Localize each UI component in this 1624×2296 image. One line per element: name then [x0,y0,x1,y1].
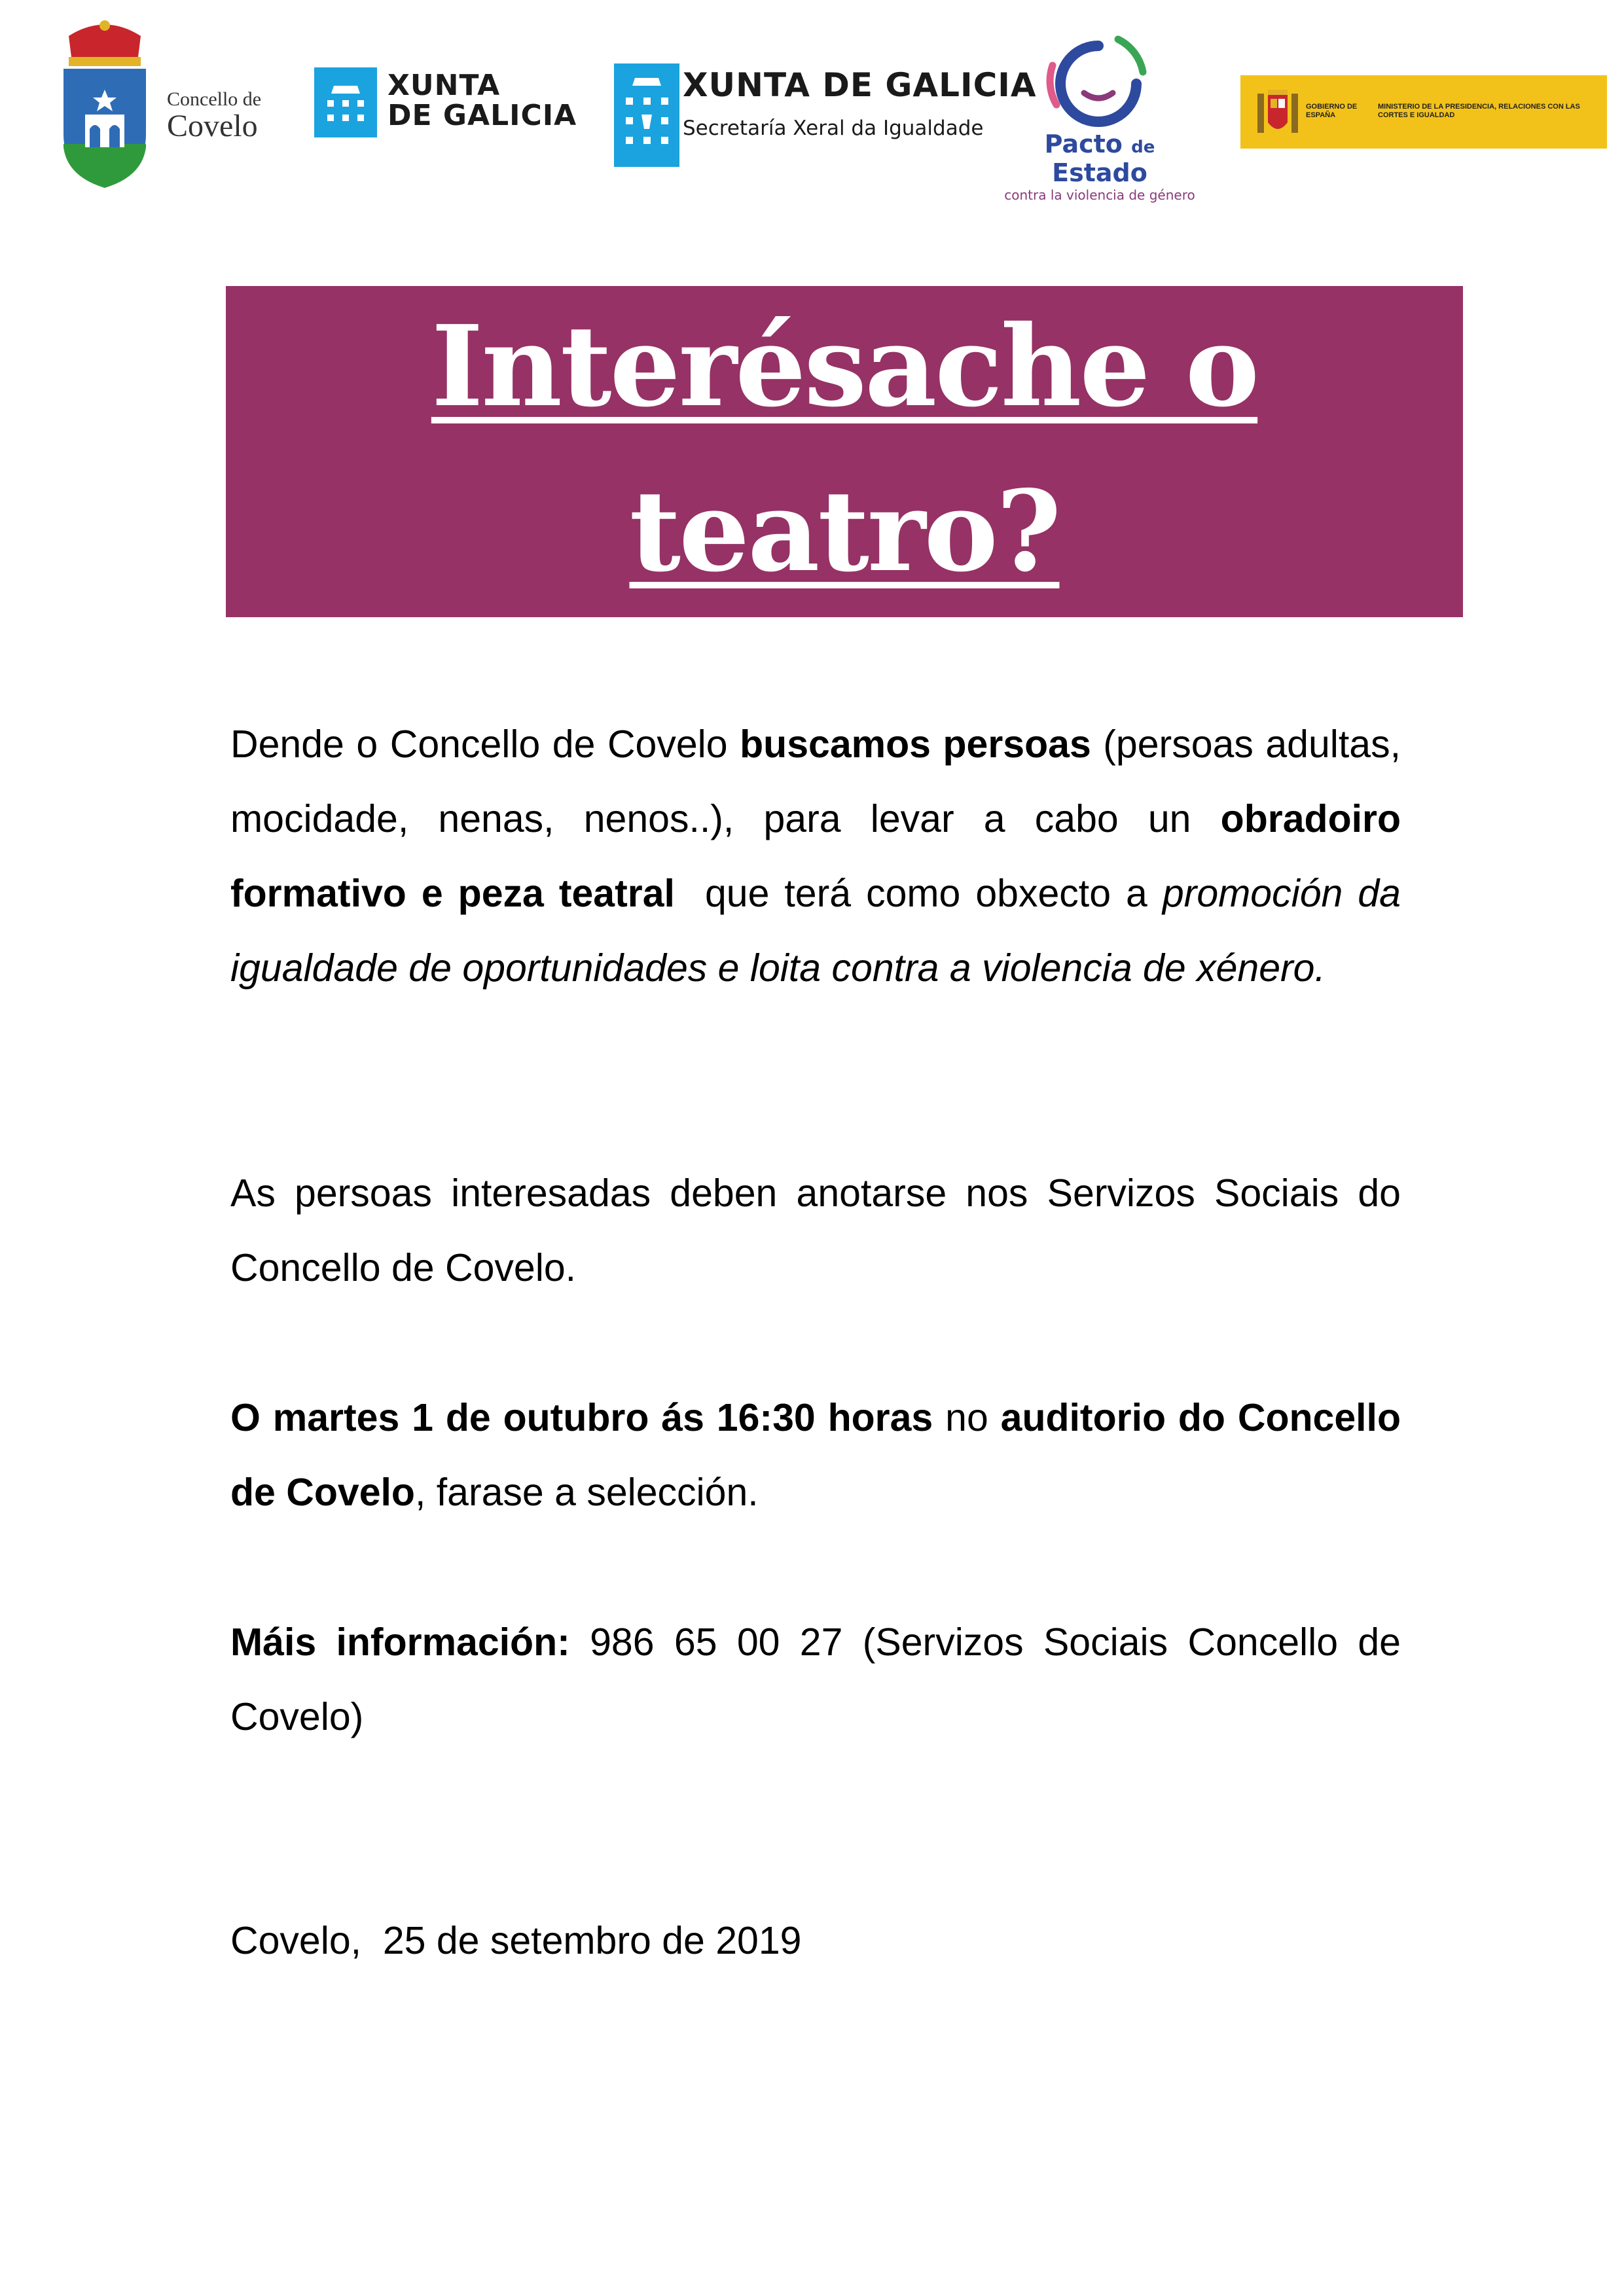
info-label: Máis información: [230,1621,570,1664]
selection-text-2: , farase a selección. [414,1471,759,1514]
xunta-secretaria-line1: XUNTA DE GALICIA [683,66,1037,104]
covelo-logo-line1: Concello de [167,88,262,110]
pacto-de-estado-emblem-icon [1033,33,1164,131]
xunta-secretaria-text [683,65,1037,140]
selection-place: auditorio do Concello de Covelo [230,1396,1401,1514]
selection-text-1: no [933,1396,1001,1439]
date-line [230,1903,1401,1978]
gobierno-espana-logo [1240,75,1607,149]
spain-coat-of-arms-icon [1255,83,1301,141]
pacto-logo-line2: contra la violencia de género [1004,187,1195,203]
covelo-logo-line2: Covelo [167,109,258,143]
intro-bold-2: obradoiro formativo e peza teatral [230,797,1401,915]
intro-text-3: que terá como obxecto a [674,872,1163,915]
xunta-logo-text [388,71,577,131]
xunta-igualdade-emblem-icon [614,63,679,167]
intro-italic: promoción da igualdade de oportunidades e loita contra a violencia de xénero. [230,872,1401,990]
selection-date: O martes 1 de outubro ás 16:30 horas [230,1396,933,1439]
logo-header [0,0,1624,203]
intro-bold-1: buscamos persoas [740,723,1091,766]
intro-text-1: Dende o Concello de Covelo [230,723,740,766]
xunta-secretaria-line2: Secretaría Xeral da Igualdade [683,117,984,140]
selection-paragraph [230,1380,1401,1530]
place-date-text: Covelo, 25 de setembro de 2019 [230,1919,802,1962]
info-paragraph [230,1605,1401,1754]
intro-paragraph [230,707,1401,1005]
info-phone: 986 65 00 27 (Servizos Sociais Concello de Covelo) [230,1621,1401,1738]
page-title-line2: teatro? [629,466,1060,597]
signup-text: As persoas interesadas deben anotarse nos Servizos Sociais do Concello de Covelo. [230,1172,1401,1289]
xunta-galicia-emblem-icon [314,67,377,137]
pacto-estado-word: Estado [1052,158,1147,187]
xunta-logo-line2: DE GALICIA [388,99,577,132]
ministerio-text: MINISTERIO DE LA PRESIDENCIA, RELACIONES CON LAS CORTES E IGUALDAD [1378,103,1580,119]
page-title-line1: Interésache o [431,301,1258,432]
signup-paragraph [230,1156,1401,1305]
pacto-word: Pacto [1044,130,1132,158]
title-banner [226,286,1463,617]
pacto-logo-text [995,130,1204,203]
pacto-logo-line1 [995,130,1204,187]
gobierno-text: GOBIERNO DE ESPAÑA [1306,103,1358,119]
intro-text-2: (persoas adultas, mocidade, nenas, nenos..), para levar a cabo un [230,723,1401,840]
covelo-logo-text [167,88,261,142]
xunta-logo-line1: XUNTA [388,69,501,102]
covelo-coat-of-arms-icon [56,16,154,190]
pacto-de-word: de [1131,137,1155,157]
